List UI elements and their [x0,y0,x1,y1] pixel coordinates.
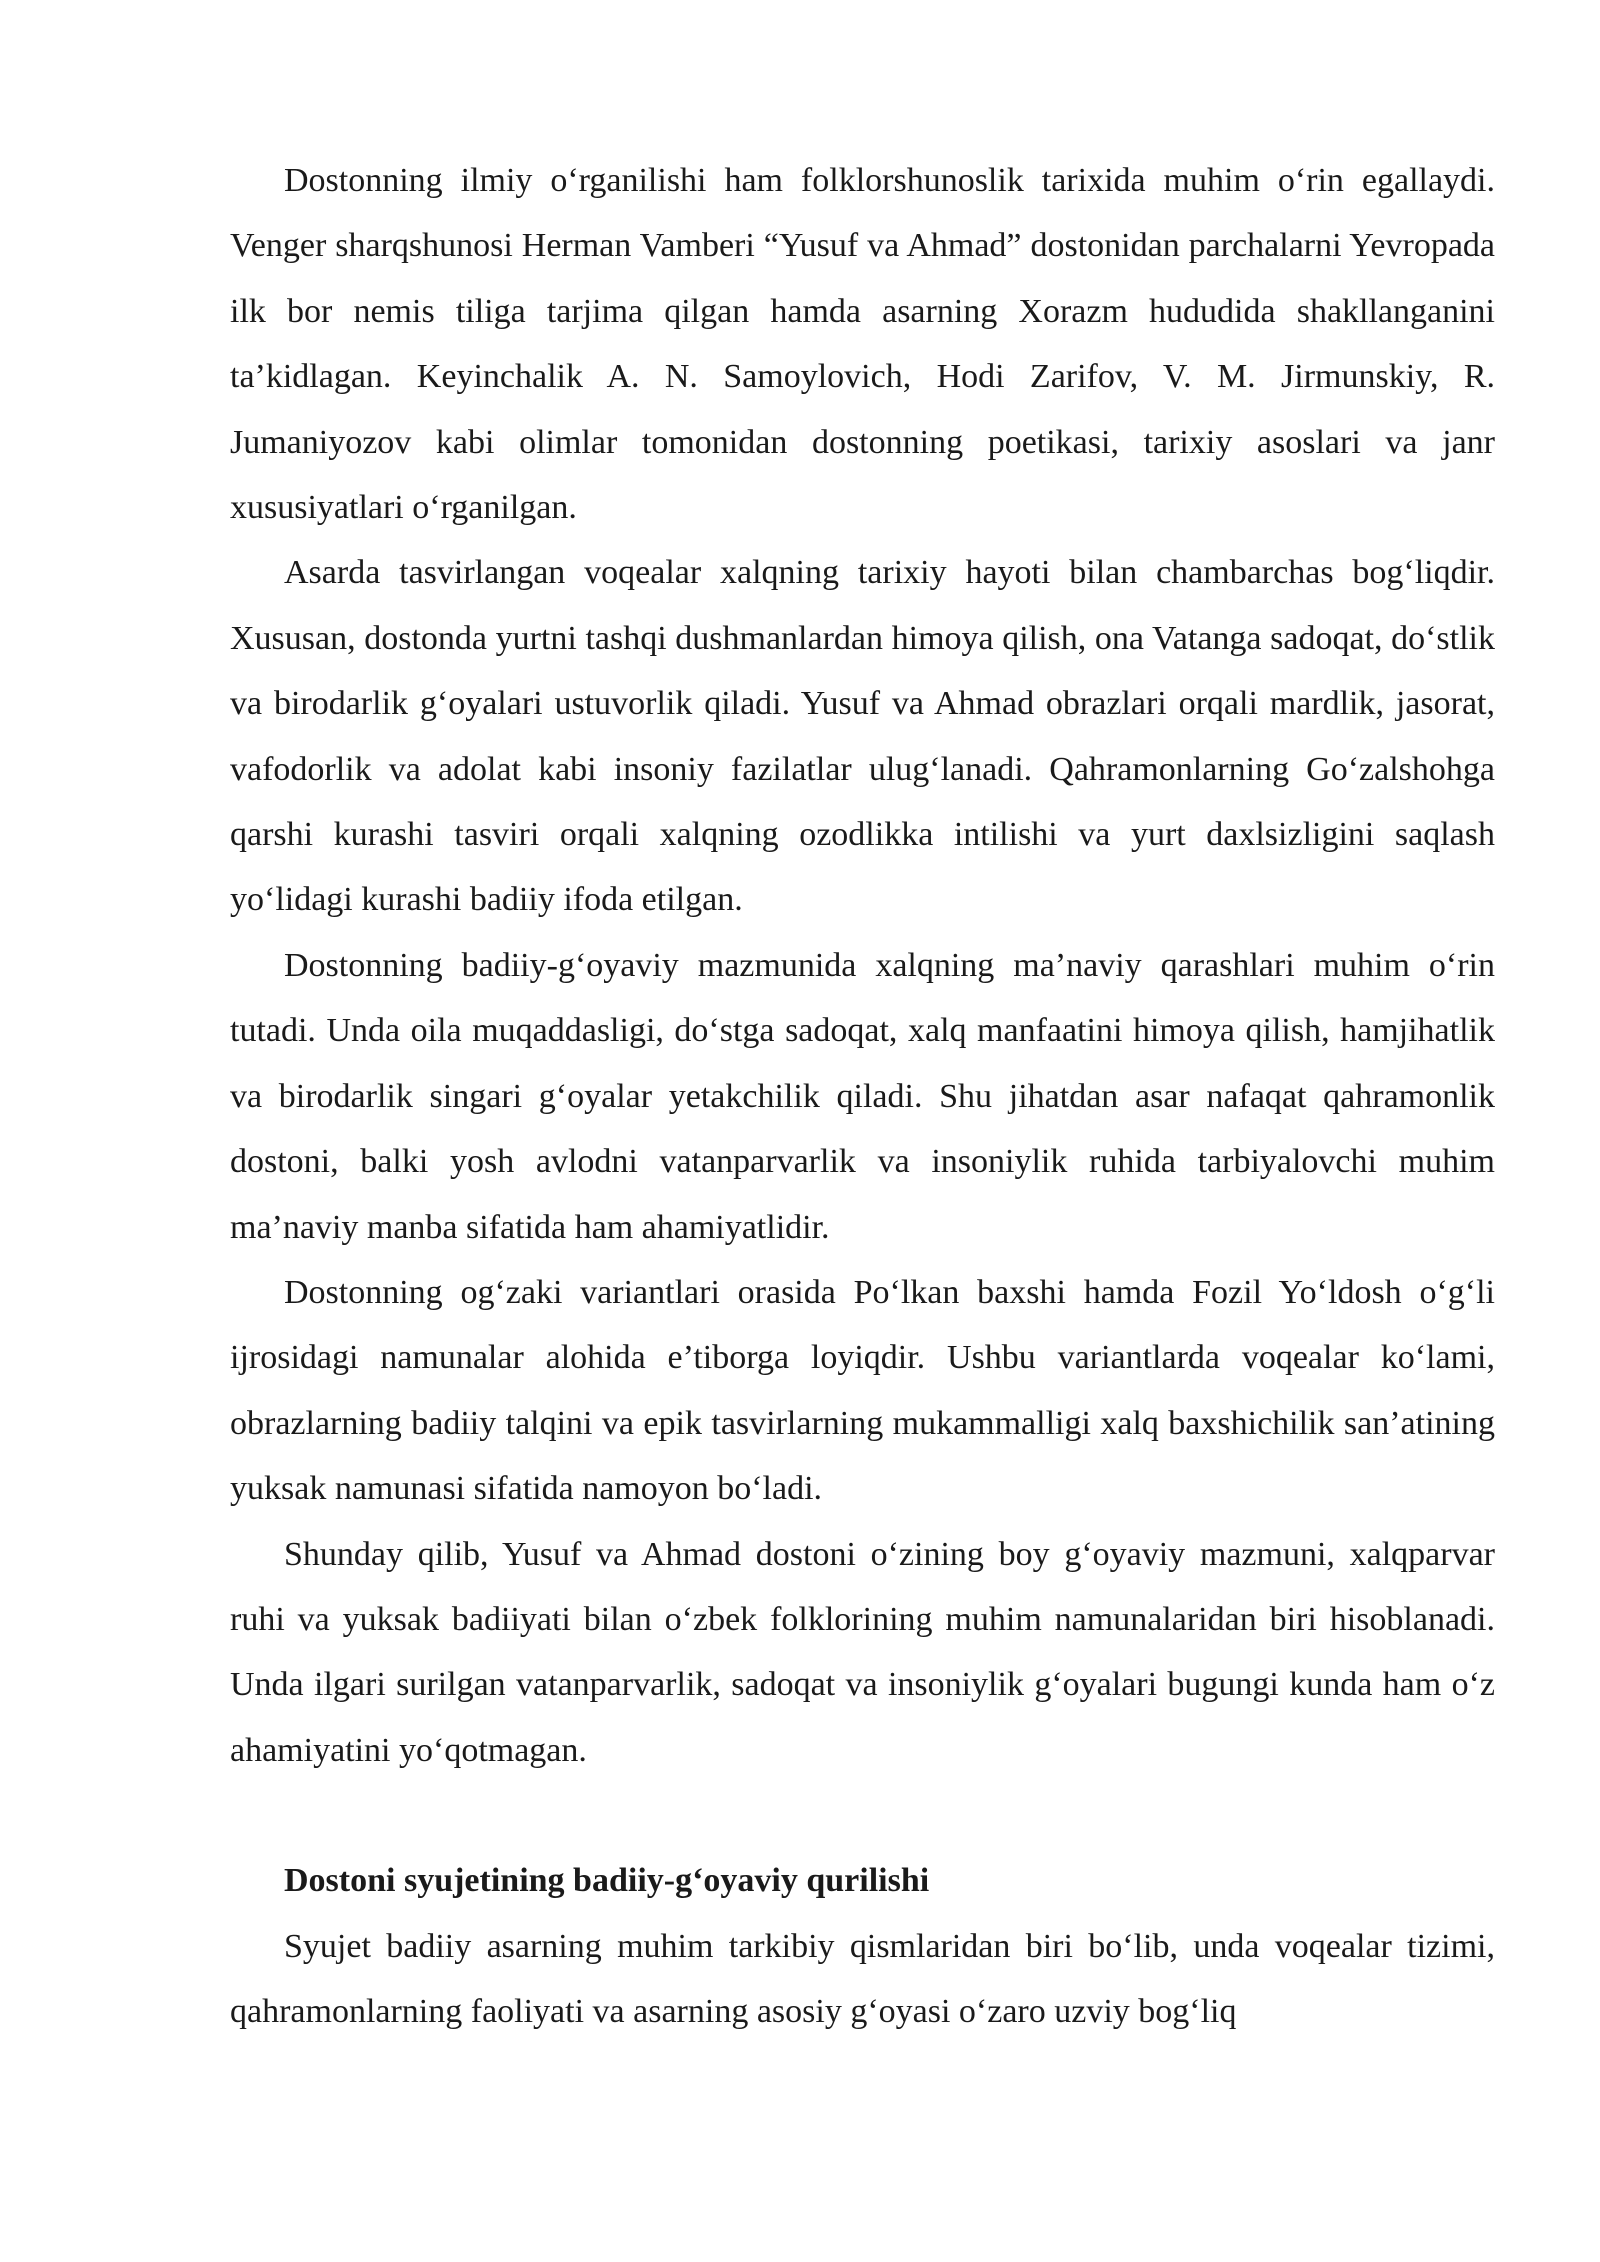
document-body [230,148,1495,2044]
paragraph-conclusion: Shunday qilib, Yusuf va Ahmad dostoni o‘zining boy g‘oyaviy mazmuni, xalqparvar ruhi va yuksak badiiyati bilan o‘zbek folklorining muhim namunalaridan biri hisoblanadi. Unda ilgari surilgan vatanparvarlik, sadoqat va insoniylik g‘oyalari bugungi kunda ham o‘z ahamiyatini yo‘qotmagan. [230,1535,1495,1769]
section-heading: Dostoni syujetining badiiy-g‘oyaviy qurilishi [284,1862,930,1900]
paragraph-study-history: Dostonning ilmiy o‘rganilishi ham folklorshunoslik tarixida muhim o‘rin egallaydi. Venger sharqshunosi Herman Vamberi “Yusuf va Ahmad” dostonidan parchalarni Yevropada ilk bor nemis tiliga tarjima qilgan hamda asarning Xorazm hududida shakllanganini ta’kidlagan. Keyinchalik A. N. Samoylovich, Hodi Zarifov, V. M. Jirmunskiy, R. Jumaniyozov kabi olimlar tomonidan dostonning poetikasi, tarixiy asoslari va janr xususiyatlari o‘rganilgan. [230,162,1495,527]
paragraph-historical-events: Asarda tasvirlangan voqealar xalqning tarixiy hayoti bilan chambarchas bog‘liqdir. Xususan, dostonda yurtni tashqi dushmanlardan himoya qilish, ona Vatanga sadoqat, do‘stlik va birodarlik g‘oyalari ustuvorlik qiladi. Yusuf va Ahmad obrazlari orqali mardlik, jasorat, vafodorlik va adolat kabi insoniy fazilatlar ulug‘lanadi. Qahramonlarning Go‘zalshohga qarshi kurashi tasviri orqali xalqning ozodlikka intilishi va yurt daxlsizligini saqlash yo‘lidagi kurashi badiiy ifoda etilgan. [230,554,1495,919]
paragraph-spiritual-content: Dostonning badiiy-g‘oyaviy mazmunida xalqning ma’naviy qarashlari muhim o‘rin tutadi. Unda oila muqaddasligi, do‘stga sadoqat, xalq manfaatini himoya qilish, hamjihatlik va birodarlik singari g‘oyalar yetakchilik qiladi. Shu jihatdan asar nafaqat qahramonlik dostoni, balki yosh avlodni vatanparvarlik va insoniylik ruhida tarbiyalovchi muhim ma’naviy manba sifatida ham ahamiyatlidir. [230,946,1495,1246]
paragraph-plot-intro: Syujet badiiy asarning muhim tarkibiy qismlaridan biri bo‘lib, unda voqealar tizimi, qahramonlarning faoliyati va asarning asosiy g‘oyasi o‘zaro uzviy bog‘liq [230,1927,1495,2030]
paragraph-oral-variants: Dostonning og‘zaki variantlari orasida Po‘lkan baxshi hamda Fozil Yo‘ldosh o‘g‘li ijrosidagi namunalar alohida e’tiborga loyiqdir. Ushbu variantlarda voqealar ko‘lami, obrazlarning badiiy talqini va epik tasvirlarning mukammalligi xalq baxshichilik san’atining yuksak namunasi sifatida namoyon bo‘ladi. [230,1273,1495,1508]
